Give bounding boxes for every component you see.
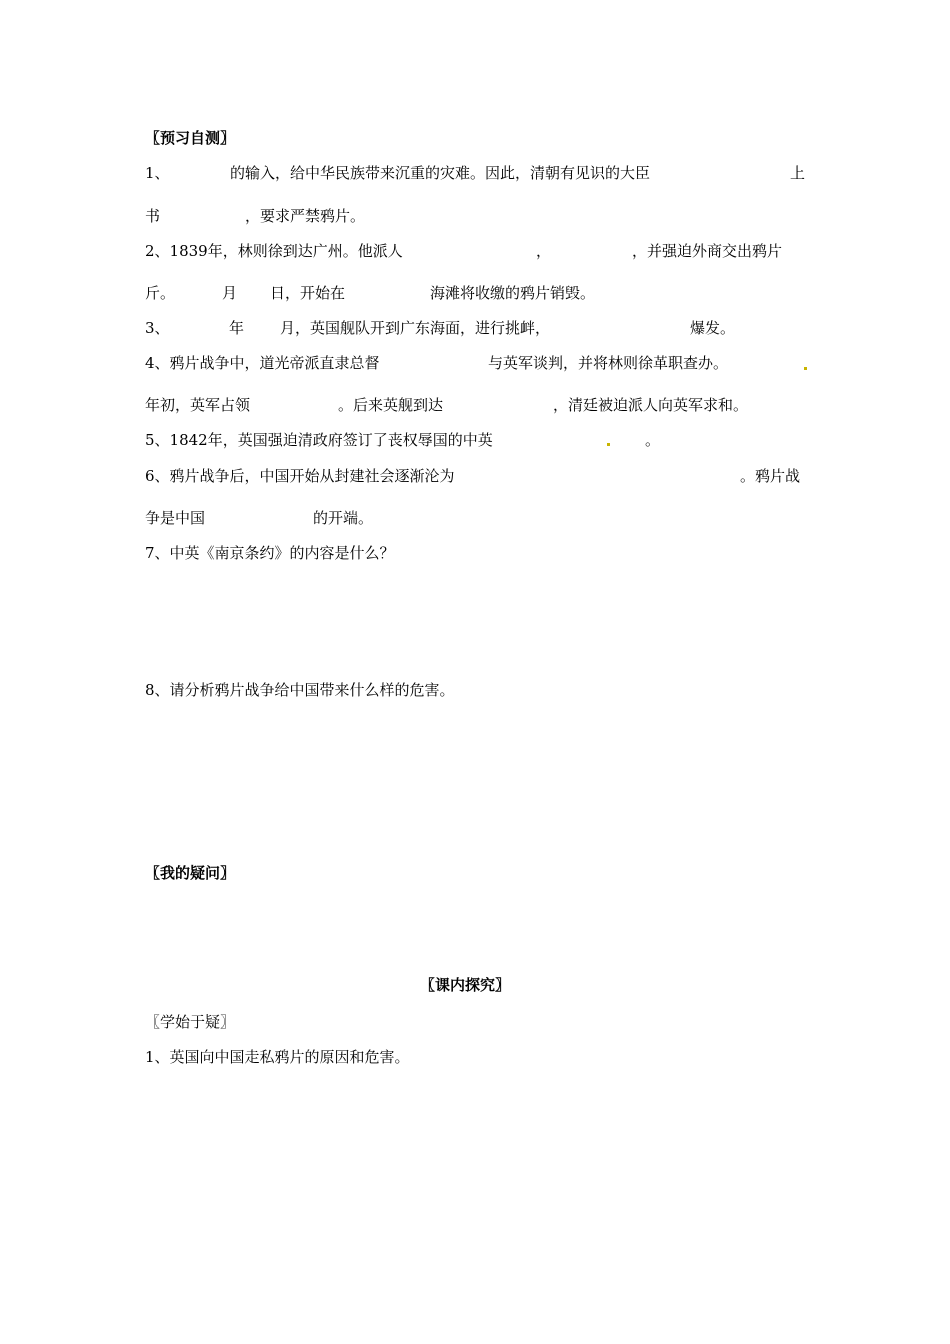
- q6-line2-end: 的开端。: [313, 509, 374, 527]
- q6-text-end: 。鸦片战: [740, 467, 801, 485]
- q3-year: 年: [229, 319, 245, 337]
- q6-line2-start: 争是中国: [145, 509, 206, 527]
- q1-text: 的输入，给中华民族带来沉重的灾难。因此，清朝有见识的大臣: [230, 164, 651, 182]
- q1-line2-start: 书: [145, 207, 161, 225]
- q4-text: 4、鸦片战争中，道光帝派直隶总督: [145, 354, 380, 372]
- marker-dot: [804, 367, 807, 370]
- q2-text: 2、1839年，林则徐到达广州。他派人: [145, 242, 403, 260]
- q5-end: 。: [645, 431, 661, 449]
- q4-line2-end: ，清廷被迫派人向英军求和。: [553, 396, 749, 414]
- q3-end: 爆发。: [690, 319, 736, 337]
- q5-text: 5、1842年，英国强迫清政府签订了丧权辱国的中英: [145, 431, 493, 449]
- inquiry-subheading: 〖学始于疑〗: [145, 1013, 236, 1031]
- q2-text-2: ，并强迫外商交出鸦片: [632, 242, 783, 260]
- q4-text-2: 与英军谈判，并将林则徐革职查办。: [488, 354, 729, 372]
- q2-month: 月: [222, 284, 238, 302]
- q4-line2-start: 年初，英军占领: [145, 396, 251, 414]
- q1-text-end: 上: [790, 164, 806, 182]
- q1-number: 1、: [145, 164, 170, 182]
- q6-text: 6、鸦片战争后，中国开始从封建社会逐渐沦为: [145, 467, 455, 485]
- q3-text: 月，英国舰队开到广东海面，进行挑衅，: [280, 319, 551, 337]
- q2-day: 日，开始在: [270, 284, 346, 302]
- marker-dot: [607, 443, 610, 446]
- preview-heading: 〖预习自测〗: [145, 129, 236, 147]
- question-8: 8、请分析鸦片战争给中国带来什么样的危害。: [145, 681, 455, 699]
- q2-comma: ，: [536, 242, 552, 260]
- questions-heading: 〖我的疑问〗: [145, 864, 236, 882]
- q1-line2-text: ，要求严禁鸦片。: [245, 207, 366, 225]
- inquiry-question-1: 1、英国向中国走私鸦片的原因和危害。: [145, 1048, 410, 1066]
- q4-line2-mid: 。后来英舰到达: [338, 396, 444, 414]
- q3-number: 3、: [145, 319, 170, 337]
- inquiry-heading: 〖课内探究〗: [420, 976, 511, 994]
- question-7: 7、中英《南京条约》的内容是什么？: [145, 544, 395, 562]
- q2-line2-end: 海滩将收缴的鸦片销毁。: [430, 284, 596, 302]
- q2-line2-start: 斤。: [145, 284, 176, 302]
